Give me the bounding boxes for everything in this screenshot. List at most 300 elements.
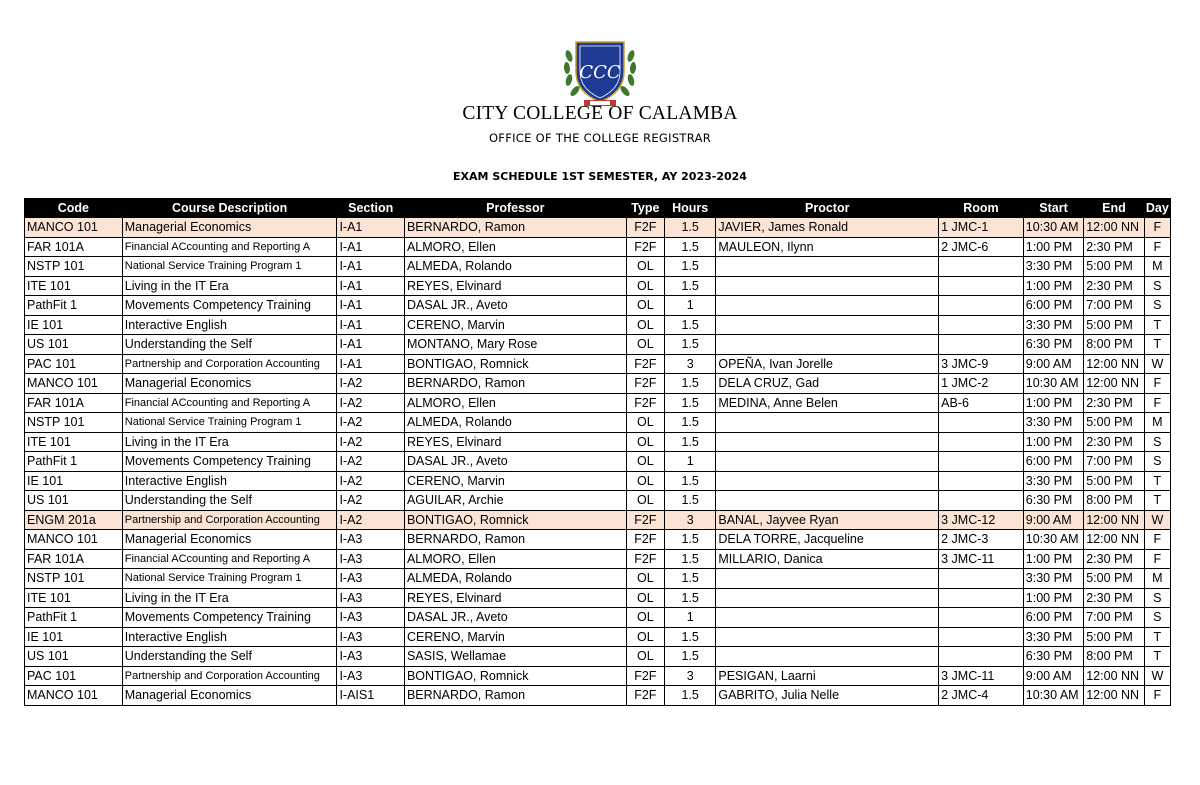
section-cell: I-A1 (337, 257, 405, 277)
description-cell: National Service Training Program 1 (122, 257, 337, 277)
end-time-cell: 12:00 NN (1084, 218, 1144, 238)
hours-cell: 1.5 (664, 276, 715, 296)
section-cell: I-A1 (337, 296, 405, 316)
start-time-cell: 9:00 AM (1023, 666, 1083, 686)
hours-cell: 1.5 (664, 549, 715, 569)
code-cell: ITE 101 (25, 432, 123, 452)
room-cell: 3 JMC-11 (939, 666, 1024, 686)
room-cell (939, 608, 1024, 628)
description-cell: Interactive English (122, 471, 337, 491)
description-cell: Managerial Economics (122, 218, 337, 238)
room-cell (939, 471, 1024, 491)
room-cell: 1 JMC-2 (939, 374, 1024, 394)
section-cell: I-A3 (337, 666, 405, 686)
description-cell: Interactive English (122, 627, 337, 647)
room-cell: 2 JMC-3 (939, 530, 1024, 550)
room-cell: 3 JMC-11 (939, 549, 1024, 569)
professor-cell: DASAL JR., Aveto (404, 608, 626, 628)
proctor-cell: GABRITO, Julia Nelle (716, 686, 939, 706)
room-cell (939, 452, 1024, 472)
room-cell (939, 276, 1024, 296)
column-header-proctor: Proctor (716, 199, 939, 218)
proctor-cell: MILLARIO, Danica (716, 549, 939, 569)
column-header-code: Code (25, 199, 123, 218)
day-cell: W (1144, 510, 1170, 530)
description-cell: Managerial Economics (122, 374, 337, 394)
professor-cell: BERNARDO, Ramon (404, 530, 626, 550)
table-row (25, 530, 1171, 550)
table-row (25, 432, 1171, 452)
professor-cell: AGUILAR, Archie (404, 491, 626, 511)
proctor-cell (716, 452, 939, 472)
type-cell: OL (626, 315, 664, 335)
proctor-cell (716, 569, 939, 589)
code-cell: IE 101 (25, 471, 123, 491)
proctor-cell (716, 413, 939, 433)
proctor-cell: PESIGAN, Laarni (716, 666, 939, 686)
table-row (25, 588, 1171, 608)
start-time-cell: 6:00 PM (1023, 452, 1083, 472)
end-time-cell: 7:00 PM (1084, 296, 1144, 316)
hours-cell: 1.5 (664, 315, 715, 335)
description-cell: Living in the IT Era (122, 432, 337, 452)
type-cell: F2F (626, 666, 664, 686)
description-cell: Understanding the Self (122, 491, 337, 511)
section-cell: I-A2 (337, 471, 405, 491)
proctor-cell: BANAL, Jayvee Ryan (716, 510, 939, 530)
day-cell: M (1144, 569, 1170, 589)
type-cell: F2F (626, 354, 664, 374)
proctor-cell (716, 315, 939, 335)
professor-cell: BONTIGAO, Romnick (404, 354, 626, 374)
section-cell: I-A1 (337, 315, 405, 335)
section-cell: I-A3 (337, 608, 405, 628)
table-row (25, 413, 1171, 433)
hours-cell: 1.5 (664, 530, 715, 550)
day-cell: T (1144, 627, 1170, 647)
description-cell: National Service Training Program 1 (122, 569, 337, 589)
professor-cell: REYES, Elvinard (404, 432, 626, 452)
end-time-cell: 2:30 PM (1084, 237, 1144, 257)
code-cell: PathFit 1 (25, 452, 123, 472)
proctor-cell (716, 296, 939, 316)
type-cell: F2F (626, 549, 664, 569)
room-cell (939, 627, 1024, 647)
start-time-cell: 6:00 PM (1023, 608, 1083, 628)
room-cell (939, 569, 1024, 589)
day-cell: F (1144, 549, 1170, 569)
hours-cell: 1 (664, 452, 715, 472)
end-time-cell: 12:00 NN (1084, 374, 1144, 394)
code-cell: PAC 101 (25, 354, 123, 374)
code-cell: IE 101 (25, 627, 123, 647)
table-row (25, 666, 1171, 686)
day-cell: W (1144, 666, 1170, 686)
description-cell: Partnership and Corporation Accounting (122, 666, 337, 686)
end-time-cell: 12:00 NN (1084, 530, 1144, 550)
section-cell: I-A3 (337, 627, 405, 647)
day-cell: M (1144, 413, 1170, 433)
professor-cell: REYES, Elvinard (404, 276, 626, 296)
start-time-cell: 6:30 PM (1023, 335, 1083, 355)
type-cell: F2F (626, 218, 664, 238)
description-cell: Managerial Economics (122, 686, 337, 706)
start-time-cell: 6:30 PM (1023, 491, 1083, 511)
table-row (25, 510, 1171, 530)
start-time-cell: 3:30 PM (1023, 257, 1083, 277)
section-cell: I-A2 (337, 452, 405, 472)
description-cell: Understanding the Self (122, 335, 337, 355)
professor-cell: MONTANO, Mary Rose (404, 335, 626, 355)
hours-cell: 1.5 (664, 432, 715, 452)
table-row (25, 452, 1171, 472)
description-cell: Interactive English (122, 315, 337, 335)
end-time-cell: 2:30 PM (1084, 276, 1144, 296)
room-cell: 1 JMC-1 (939, 218, 1024, 238)
type-cell: OL (626, 627, 664, 647)
type-cell: F2F (626, 510, 664, 530)
column-header-hours: Hours (664, 199, 715, 218)
professor-cell: SASIS, Wellamae (404, 647, 626, 667)
start-time-cell: 10:30 AM (1023, 686, 1083, 706)
proctor-cell (716, 588, 939, 608)
room-cell (939, 588, 1024, 608)
proctor-cell: DELA CRUZ, Gad (716, 374, 939, 394)
professor-cell: BERNARDO, Ramon (404, 374, 626, 394)
section-cell: I-A3 (337, 569, 405, 589)
professor-cell: ALMEDA, Rolando (404, 257, 626, 277)
professor-cell: ALMORO, Ellen (404, 237, 626, 257)
section-cell: I-AIS1 (337, 686, 405, 706)
section-cell: I-A2 (337, 491, 405, 511)
day-cell: S (1144, 296, 1170, 316)
table-row (25, 491, 1171, 511)
hours-cell: 1.5 (664, 471, 715, 491)
day-cell: M (1144, 257, 1170, 277)
proctor-cell: MAULEON, Ilynn (716, 237, 939, 257)
professor-cell: CERENO, Marvin (404, 471, 626, 491)
start-time-cell: 3:30 PM (1023, 413, 1083, 433)
table-row (25, 354, 1171, 374)
code-cell: MANCO 101 (25, 530, 123, 550)
section-cell: I-A2 (337, 374, 405, 394)
section-cell: I-A2 (337, 393, 405, 413)
proctor-cell (716, 432, 939, 452)
proctor-cell (716, 276, 939, 296)
column-header-room: Room (939, 199, 1024, 218)
room-cell (939, 647, 1024, 667)
day-cell: T (1144, 491, 1170, 511)
end-time-cell: 7:00 PM (1084, 608, 1144, 628)
day-cell: F (1144, 530, 1170, 550)
hours-cell: 3 (664, 354, 715, 374)
type-cell: OL (626, 452, 664, 472)
office-name: OFFICE OF THE COLLEGE REGISTRAR (488, 131, 712, 145)
professor-cell: ALMEDA, Rolando (404, 413, 626, 433)
type-cell: OL (626, 647, 664, 667)
day-cell: S (1144, 608, 1170, 628)
section-cell: I-A1 (337, 237, 405, 257)
end-time-cell: 5:00 PM (1084, 627, 1144, 647)
professor-cell: BERNARDO, Ramon (404, 218, 626, 238)
code-cell: NSTP 101 (25, 569, 123, 589)
room-cell: 3 JMC-9 (939, 354, 1024, 374)
room-cell: 2 JMC-4 (939, 686, 1024, 706)
room-cell (939, 335, 1024, 355)
section-cell: I-A3 (337, 530, 405, 550)
document-title: EXAM SCHEDULE 1ST SEMESTER, AY 2023-2024 (453, 170, 747, 183)
description-cell: Movements Competency Training (122, 296, 337, 316)
start-time-cell: 9:00 AM (1023, 510, 1083, 530)
column-header-type: Type (626, 199, 664, 218)
proctor-cell: DELA TORRE, Jacqueline (716, 530, 939, 550)
type-cell: F2F (626, 393, 664, 413)
day-cell: F (1144, 374, 1170, 394)
professor-cell: CERENO, Marvin (404, 315, 626, 335)
description-cell: National Service Training Program 1 (122, 413, 337, 433)
proctor-cell (716, 491, 939, 511)
type-cell: OL (626, 471, 664, 491)
type-cell: F2F (626, 374, 664, 394)
table-row (25, 276, 1171, 296)
start-time-cell: 6:30 PM (1023, 647, 1083, 667)
day-cell: S (1144, 452, 1170, 472)
proctor-cell (716, 627, 939, 647)
hours-cell: 1.5 (664, 218, 715, 238)
code-cell: MANCO 101 (25, 374, 123, 394)
room-cell (939, 296, 1024, 316)
table-row (25, 686, 1171, 706)
room-cell (939, 413, 1024, 433)
professor-cell: BONTIGAO, Romnick (404, 666, 626, 686)
end-time-cell: 8:00 PM (1084, 491, 1144, 511)
end-time-cell: 2:30 PM (1084, 432, 1144, 452)
code-cell: FAR 101A (25, 237, 123, 257)
professor-cell: CERENO, Marvin (404, 627, 626, 647)
column-header-section: Section (337, 199, 405, 218)
hours-cell: 1.5 (664, 686, 715, 706)
code-cell: NSTP 101 (25, 257, 123, 277)
hours-cell: 1.5 (664, 237, 715, 257)
column-header-professor: Professor (404, 199, 626, 218)
end-time-cell: 2:30 PM (1084, 393, 1144, 413)
hours-cell: 1.5 (664, 393, 715, 413)
section-cell: I-A2 (337, 413, 405, 433)
table-row (25, 549, 1171, 569)
day-cell: F (1144, 218, 1170, 238)
end-time-cell: 7:00 PM (1084, 452, 1144, 472)
description-cell: Movements Competency Training (122, 452, 337, 472)
code-cell: ITE 101 (25, 588, 123, 608)
table-row (25, 237, 1171, 257)
end-time-cell: 2:30 PM (1084, 549, 1144, 569)
professor-cell: ALMEDA, Rolando (404, 569, 626, 589)
start-time-cell: 9:00 AM (1023, 354, 1083, 374)
table-row (25, 374, 1171, 394)
room-cell (939, 491, 1024, 511)
hours-cell: 1.5 (664, 257, 715, 277)
type-cell: OL (626, 413, 664, 433)
column-header-start: Start (1023, 199, 1083, 218)
day-cell: S (1144, 276, 1170, 296)
professor-cell: ALMORO, Ellen (404, 393, 626, 413)
section-cell: I-A3 (337, 549, 405, 569)
hours-cell: 1.5 (664, 491, 715, 511)
type-cell: F2F (626, 237, 664, 257)
code-cell: PathFit 1 (25, 608, 123, 628)
day-cell: T (1144, 315, 1170, 335)
exam-schedule-table (24, 198, 1171, 706)
table-row (25, 608, 1171, 628)
end-time-cell: 5:00 PM (1084, 471, 1144, 491)
table-row (25, 647, 1171, 667)
section-cell: I-A1 (337, 354, 405, 374)
start-time-cell: 1:00 PM (1023, 393, 1083, 413)
table-row (25, 315, 1171, 335)
professor-cell: ALMORO, Ellen (404, 549, 626, 569)
description-cell: Partnership and Corporation Accounting (122, 510, 337, 530)
type-cell: OL (626, 257, 664, 277)
code-cell: US 101 (25, 491, 123, 511)
table-row (25, 257, 1171, 277)
type-cell: OL (626, 588, 664, 608)
table-row (25, 471, 1171, 491)
end-time-cell: 12:00 NN (1084, 510, 1144, 530)
section-cell: I-A3 (337, 588, 405, 608)
table-row (25, 218, 1171, 238)
type-cell: F2F (626, 686, 664, 706)
hours-cell: 1.5 (664, 588, 715, 608)
hours-cell: 1.5 (664, 647, 715, 667)
day-cell: F (1144, 237, 1170, 257)
proctor-cell: JAVIER, James Ronald (716, 218, 939, 238)
hours-cell: 1.5 (664, 627, 715, 647)
table-row (25, 627, 1171, 647)
room-cell (939, 432, 1024, 452)
end-time-cell: 5:00 PM (1084, 257, 1144, 277)
start-time-cell: 3:30 PM (1023, 569, 1083, 589)
section-cell: I-A2 (337, 432, 405, 452)
hours-cell: 1.5 (664, 335, 715, 355)
hours-cell: 3 (664, 510, 715, 530)
day-cell: W (1144, 354, 1170, 374)
proctor-cell (716, 335, 939, 355)
day-cell: F (1144, 686, 1170, 706)
room-cell (939, 257, 1024, 277)
description-cell: Financial ACcounting and Reporting A (122, 237, 337, 257)
start-time-cell: 1:00 PM (1023, 237, 1083, 257)
code-cell: US 101 (25, 647, 123, 667)
hours-cell: 1.5 (664, 569, 715, 589)
start-time-cell: 1:00 PM (1023, 588, 1083, 608)
table-header-row (25, 199, 1171, 218)
end-time-cell: 5:00 PM (1084, 315, 1144, 335)
end-time-cell: 8:00 PM (1084, 335, 1144, 355)
description-cell: Financial ACcounting and Reporting A (122, 549, 337, 569)
room-cell: AB-6 (939, 393, 1024, 413)
code-cell: NSTP 101 (25, 413, 123, 433)
type-cell: OL (626, 569, 664, 589)
code-cell: FAR 101A (25, 549, 123, 569)
start-time-cell: 10:30 AM (1023, 218, 1083, 238)
day-cell: T (1144, 471, 1170, 491)
proctor-cell: MEDINA, Anne Belen (716, 393, 939, 413)
code-cell: FAR 101A (25, 393, 123, 413)
code-cell: ITE 101 (25, 276, 123, 296)
start-time-cell: 10:30 AM (1023, 530, 1083, 550)
professor-cell: DASAL JR., Aveto (404, 452, 626, 472)
hours-cell: 1.5 (664, 413, 715, 433)
school-name: CITY COLLEGE OF CALAMBA (462, 103, 738, 124)
start-time-cell: 3:30 PM (1023, 315, 1083, 335)
section-cell: I-A1 (337, 335, 405, 355)
description-cell: Managerial Economics (122, 530, 337, 550)
seal-monogram: CCC (579, 62, 621, 83)
type-cell: OL (626, 608, 664, 628)
hours-cell: 1 (664, 608, 715, 628)
room-cell (939, 315, 1024, 335)
end-time-cell: 12:00 NN (1084, 666, 1144, 686)
end-time-cell: 2:30 PM (1084, 588, 1144, 608)
proctor-cell (716, 471, 939, 491)
description-cell: Understanding the Self (122, 647, 337, 667)
end-time-cell: 5:00 PM (1084, 569, 1144, 589)
description-cell: Financial ACcounting and Reporting A (122, 393, 337, 413)
end-time-cell: 5:00 PM (1084, 413, 1144, 433)
type-cell: F2F (626, 530, 664, 550)
professor-cell: BONTIGAO, Romnick (404, 510, 626, 530)
proctor-cell: OPEÑA, Ivan Jorelle (716, 354, 939, 374)
description-cell: Living in the IT Era (122, 276, 337, 296)
type-cell: OL (626, 296, 664, 316)
section-cell: I-A1 (337, 218, 405, 238)
start-time-cell: 3:30 PM (1023, 471, 1083, 491)
start-time-cell: 3:30 PM (1023, 627, 1083, 647)
hours-cell: 3 (664, 666, 715, 686)
professor-cell: REYES, Elvinard (404, 588, 626, 608)
start-time-cell: 1:00 PM (1023, 549, 1083, 569)
table-row (25, 335, 1171, 355)
column-header-end: End (1084, 199, 1144, 218)
hours-cell: 1.5 (664, 374, 715, 394)
code-cell: ENGM 201a (25, 510, 123, 530)
professor-cell: DASAL JR., Aveto (404, 296, 626, 316)
hours-cell: 1 (664, 296, 715, 316)
day-cell: F (1144, 393, 1170, 413)
table-row (25, 569, 1171, 589)
description-cell: Living in the IT Era (122, 588, 337, 608)
description-cell: Partnership and Corporation Accounting (122, 354, 337, 374)
column-header-day: Day (1144, 199, 1170, 218)
proctor-cell (716, 257, 939, 277)
end-time-cell: 12:00 NN (1084, 686, 1144, 706)
type-cell: OL (626, 491, 664, 511)
start-time-cell: 6:00 PM (1023, 296, 1083, 316)
proctor-cell (716, 608, 939, 628)
type-cell: OL (626, 276, 664, 296)
table-body (25, 218, 1171, 706)
day-cell: T (1144, 335, 1170, 355)
start-time-cell: 10:30 AM (1023, 374, 1083, 394)
room-cell: 3 JMC-12 (939, 510, 1024, 530)
description-cell: Movements Competency Training (122, 608, 337, 628)
code-cell: MANCO 101 (25, 686, 123, 706)
table-row (25, 393, 1171, 413)
proctor-cell (716, 647, 939, 667)
code-cell: IE 101 (25, 315, 123, 335)
table-row (25, 296, 1171, 316)
day-cell: T (1144, 647, 1170, 667)
